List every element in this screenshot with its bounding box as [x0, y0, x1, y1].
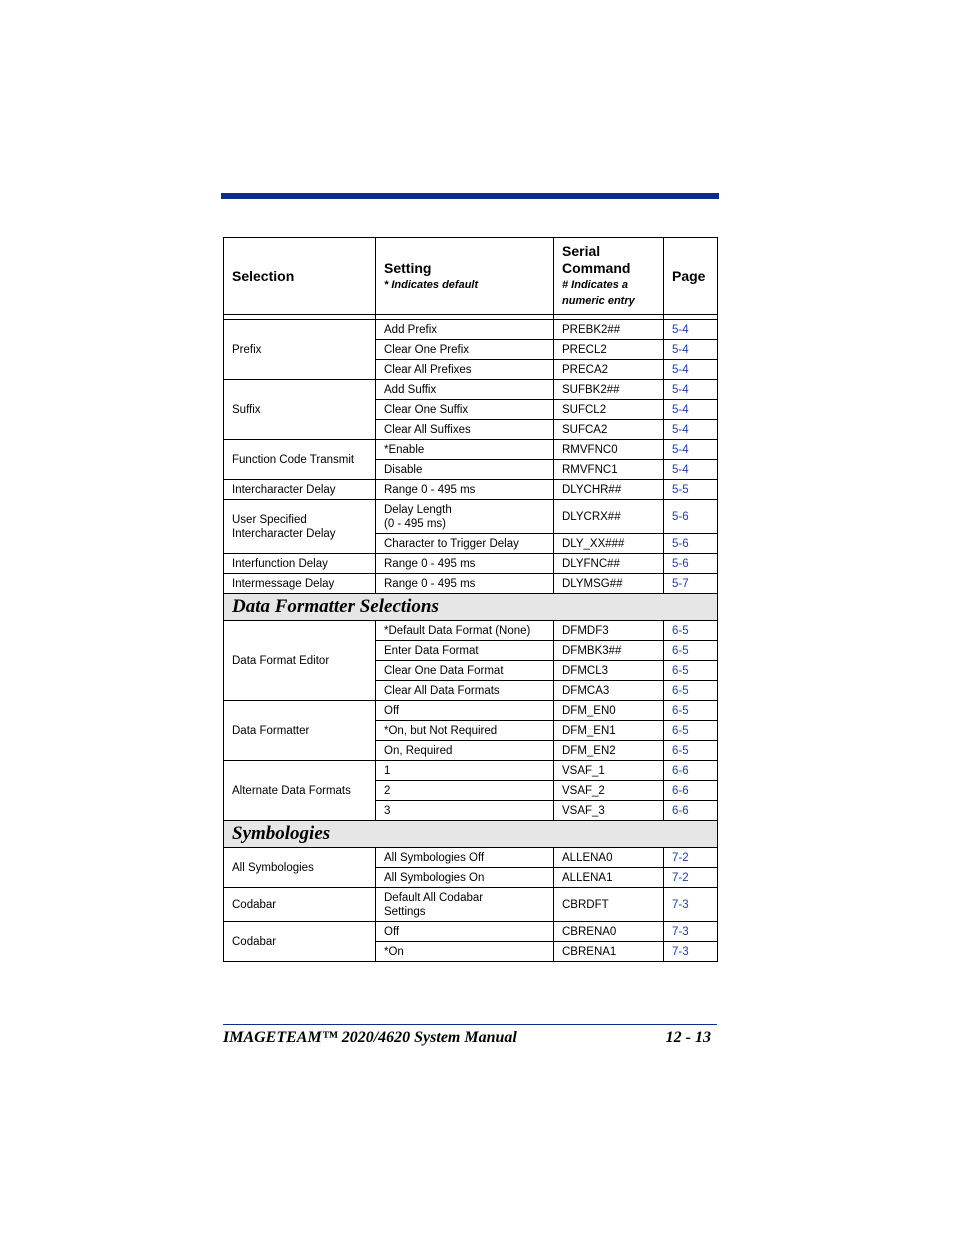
command-cell: RMVFNC1: [554, 460, 664, 480]
command-cell: ALLENA0: [554, 848, 664, 868]
command-cell: SUFCA2: [554, 420, 664, 440]
command-cell: DFMCL3: [554, 661, 664, 681]
page-link[interactable]: 7-2: [672, 871, 689, 884]
command-cell: ALLENA1: [554, 868, 664, 888]
setting-cell: Clear One Prefix: [376, 340, 554, 360]
setting-cell: Range 0 - 495 ms: [376, 480, 554, 500]
command-cell: RMVFNC0: [554, 440, 664, 460]
setting-cell: Character to Trigger Delay: [376, 534, 554, 554]
page-link-cell[interactable]: [664, 848, 718, 868]
page-link[interactable]: 5-4: [672, 423, 689, 436]
page-link[interactable]: 6-5: [672, 704, 689, 717]
selection-cell: Prefix: [224, 320, 376, 380]
section-title-symbologies: Symbologies: [224, 821, 718, 848]
page-link[interactable]: 5-7: [672, 577, 689, 590]
selection-cell: Codabar: [224, 888, 376, 922]
header-command-label: Command: [562, 260, 631, 276]
table-row: [224, 440, 718, 460]
command-cell: VSAF_3: [554, 801, 664, 821]
command-cell: SUFBK2##: [554, 380, 664, 400]
setting-cell: Off: [376, 701, 554, 721]
selection-line-2: Intercharacter Delay: [232, 527, 336, 540]
page-link-cell[interactable]: [664, 500, 718, 534]
selection-cell: Function Code Transmit: [224, 440, 376, 480]
page-link[interactable]: 6-5: [672, 624, 689, 637]
setting-cell: *On: [376, 942, 554, 962]
command-cell: PRECA2: [554, 360, 664, 380]
page-link-cell[interactable]: [664, 574, 718, 594]
command-cell: DLYFNC##: [554, 554, 664, 574]
setting-cell: Clear One Data Format: [376, 661, 554, 681]
setting-cell: Clear All Prefixes: [376, 360, 554, 380]
table-row: [224, 554, 718, 574]
page-link-cell[interactable]: [664, 480, 718, 500]
setting-cell: [376, 500, 554, 534]
header-setting: [376, 238, 554, 315]
command-cell: DLYCHR##: [554, 480, 664, 500]
page-link-cell[interactable]: [664, 681, 718, 701]
page-link[interactable]: 5-6: [672, 557, 689, 570]
setting-cell: Add Suffix: [376, 380, 554, 400]
page-link[interactable]: 5-4: [672, 383, 689, 396]
command-cell: PREBK2##: [554, 320, 664, 340]
command-cell: DFMCA3: [554, 681, 664, 701]
command-cell: DLYMSG##: [554, 574, 664, 594]
setting-cell: 1: [376, 761, 554, 781]
table-row: [224, 574, 718, 594]
setting-cell: Off: [376, 922, 554, 942]
table-row: [224, 380, 718, 400]
page-link[interactable]: 6-5: [672, 664, 689, 677]
command-cell: CBRENA1: [554, 942, 664, 962]
page-link[interactable]: 5-4: [672, 363, 689, 376]
page-link[interactable]: 5-6: [672, 537, 689, 550]
page-link[interactable]: 5-4: [672, 403, 689, 416]
setting-cell: *Default Data Format (None): [376, 621, 554, 641]
table-row: [224, 922, 718, 942]
selection-line-1: User Specified: [232, 513, 307, 526]
page-link-cell[interactable]: [664, 621, 718, 641]
setting-line-1: Delay Length: [384, 503, 452, 516]
command-cell: DFMDF3: [554, 621, 664, 641]
selection-cell: [224, 500, 376, 554]
setting-cell: Range 0 - 495 ms: [376, 554, 554, 574]
page-link-cell[interactable]: [664, 942, 718, 962]
page-link-cell[interactable]: [664, 400, 718, 420]
selection-cell: Interfunction Delay: [224, 554, 376, 574]
page-link-cell[interactable]: [664, 661, 718, 681]
setting-line-2: (0 - 495 ms): [384, 517, 446, 530]
table-row: [224, 888, 718, 922]
table-header-row: [224, 238, 718, 315]
command-cell: DFM_EN0: [554, 701, 664, 721]
setting-cell: *Enable: [376, 440, 554, 460]
page-link[interactable]: 6-5: [672, 744, 689, 757]
page-link[interactable]: 6-5: [672, 644, 689, 657]
command-cell: DFMBK3##: [554, 641, 664, 661]
page-link-cell[interactable]: [664, 460, 718, 480]
page-link-cell[interactable]: [664, 888, 718, 922]
page-link-cell[interactable]: [664, 868, 718, 888]
page-link[interactable]: 5-4: [672, 443, 689, 456]
header-serial-label: Serial: [562, 243, 601, 259]
command-cell: DFM_EN1: [554, 721, 664, 741]
page-link-cell[interactable]: [664, 641, 718, 661]
page-link-cell[interactable]: [664, 781, 718, 801]
setting-line-2: Settings: [384, 905, 426, 918]
page-link[interactable]: 5-4: [672, 463, 689, 476]
setting-cell: Clear All Data Formats: [376, 681, 554, 701]
page-link-cell[interactable]: [664, 340, 718, 360]
page-link-cell[interactable]: [664, 380, 718, 400]
command-table: [223, 237, 718, 962]
page-link[interactable]: 5-5: [672, 483, 689, 496]
selection-cell: Data Format Editor: [224, 621, 376, 701]
table-row: [224, 480, 718, 500]
selection-cell: Intercharacter Delay: [224, 480, 376, 500]
selection-cell: Alternate Data Formats: [224, 761, 376, 821]
header-setting-note: * Indicates default: [384, 278, 479, 291]
page-link-cell[interactable]: [664, 554, 718, 574]
header-serial-command: [554, 238, 664, 315]
page-link-cell[interactable]: [664, 761, 718, 781]
setting-cell: Clear One Suffix: [376, 400, 554, 420]
page-link-cell[interactable]: [664, 701, 718, 721]
header-serial-note-2: numeric entry: [562, 295, 635, 307]
page-link-cell[interactable]: [664, 741, 718, 761]
page-link[interactable]: 5-6: [672, 510, 689, 523]
page-link[interactable]: 5-4: [672, 343, 689, 356]
page-link[interactable]: 7-3: [672, 898, 689, 911]
setting-cell: Range 0 - 495 ms: [376, 574, 554, 594]
command-cell: CBRENA0: [554, 922, 664, 942]
command-cell: CBRDFT: [554, 888, 664, 922]
selection-cell: Codabar: [224, 922, 376, 962]
section-header-row: [224, 821, 718, 848]
page-link[interactable]: 6-6: [672, 804, 689, 817]
section-header-row: [224, 594, 718, 621]
header-selection: Selection: [224, 238, 376, 315]
table-row: [224, 701, 718, 721]
setting-cell: [376, 888, 554, 922]
page-link-cell[interactable]: [664, 922, 718, 942]
command-cell: DFM_EN2: [554, 741, 664, 761]
footer-page-number: 12 - 13: [665, 1029, 711, 1046]
footer-title: IMAGETEAM™ 2020/4620 System Manual: [223, 1029, 517, 1046]
page-link[interactable]: 7-3: [672, 945, 689, 958]
page-link-cell[interactable]: [664, 320, 718, 340]
table-row: [224, 500, 718, 534]
setting-cell: 3: [376, 801, 554, 821]
page-link-cell[interactable]: [664, 360, 718, 380]
header-page: Page: [664, 238, 718, 315]
setting-line-1: Default All Codabar: [384, 891, 484, 904]
setting-cell: Disable: [376, 460, 554, 480]
setting-cell: Enter Data Format: [376, 641, 554, 661]
selection-cell: Suffix: [224, 380, 376, 440]
table-row: [224, 621, 718, 641]
page-link[interactable]: 6-6: [672, 764, 689, 777]
page-link-cell[interactable]: [664, 440, 718, 460]
setting-cell: All Symbologies On: [376, 868, 554, 888]
header-setting-label: Setting: [384, 259, 432, 276]
header-rule: [221, 193, 719, 199]
selection-cell: Intermessage Delay: [224, 574, 376, 594]
selection-cell: All Symbologies: [224, 848, 376, 888]
page-link-cell[interactable]: [664, 721, 718, 741]
page-link[interactable]: 7-3: [672, 925, 689, 938]
table-row: [224, 848, 718, 868]
command-cell: VSAF_1: [554, 761, 664, 781]
table-row: [224, 761, 718, 781]
command-cell: PRECL2: [554, 340, 664, 360]
page-link-cell[interactable]: [664, 420, 718, 440]
page-link[interactable]: 6-6: [672, 784, 689, 797]
command-cell: SUFCL2: [554, 400, 664, 420]
page-link-cell[interactable]: [664, 534, 718, 554]
page-link-cell[interactable]: [664, 801, 718, 821]
selection-cell: Data Formatter: [224, 701, 376, 761]
section-title-data-formatter: Data Formatter Selections: [224, 594, 718, 621]
footer-rule: [223, 1024, 717, 1025]
setting-cell: All Symbologies Off: [376, 848, 554, 868]
setting-cell: 2: [376, 781, 554, 801]
page-link[interactable]: 6-5: [672, 684, 689, 697]
page-link[interactable]: 5-4: [672, 323, 689, 336]
command-cell: VSAF_2: [554, 781, 664, 801]
page-link[interactable]: 6-5: [672, 724, 689, 737]
setting-cell: *On, but Not Required: [376, 721, 554, 741]
command-cell: DLYCRX##: [554, 500, 664, 534]
table-row: [224, 320, 718, 340]
setting-cell: On, Required: [376, 741, 554, 761]
page-link[interactable]: 7-2: [672, 851, 689, 864]
command-cell: DLY_XX###: [554, 534, 664, 554]
header-serial-note-1: # Indicates a: [562, 279, 629, 291]
setting-cell: Add Prefix: [376, 320, 554, 340]
setting-cell: Clear All Suffixes: [376, 420, 554, 440]
